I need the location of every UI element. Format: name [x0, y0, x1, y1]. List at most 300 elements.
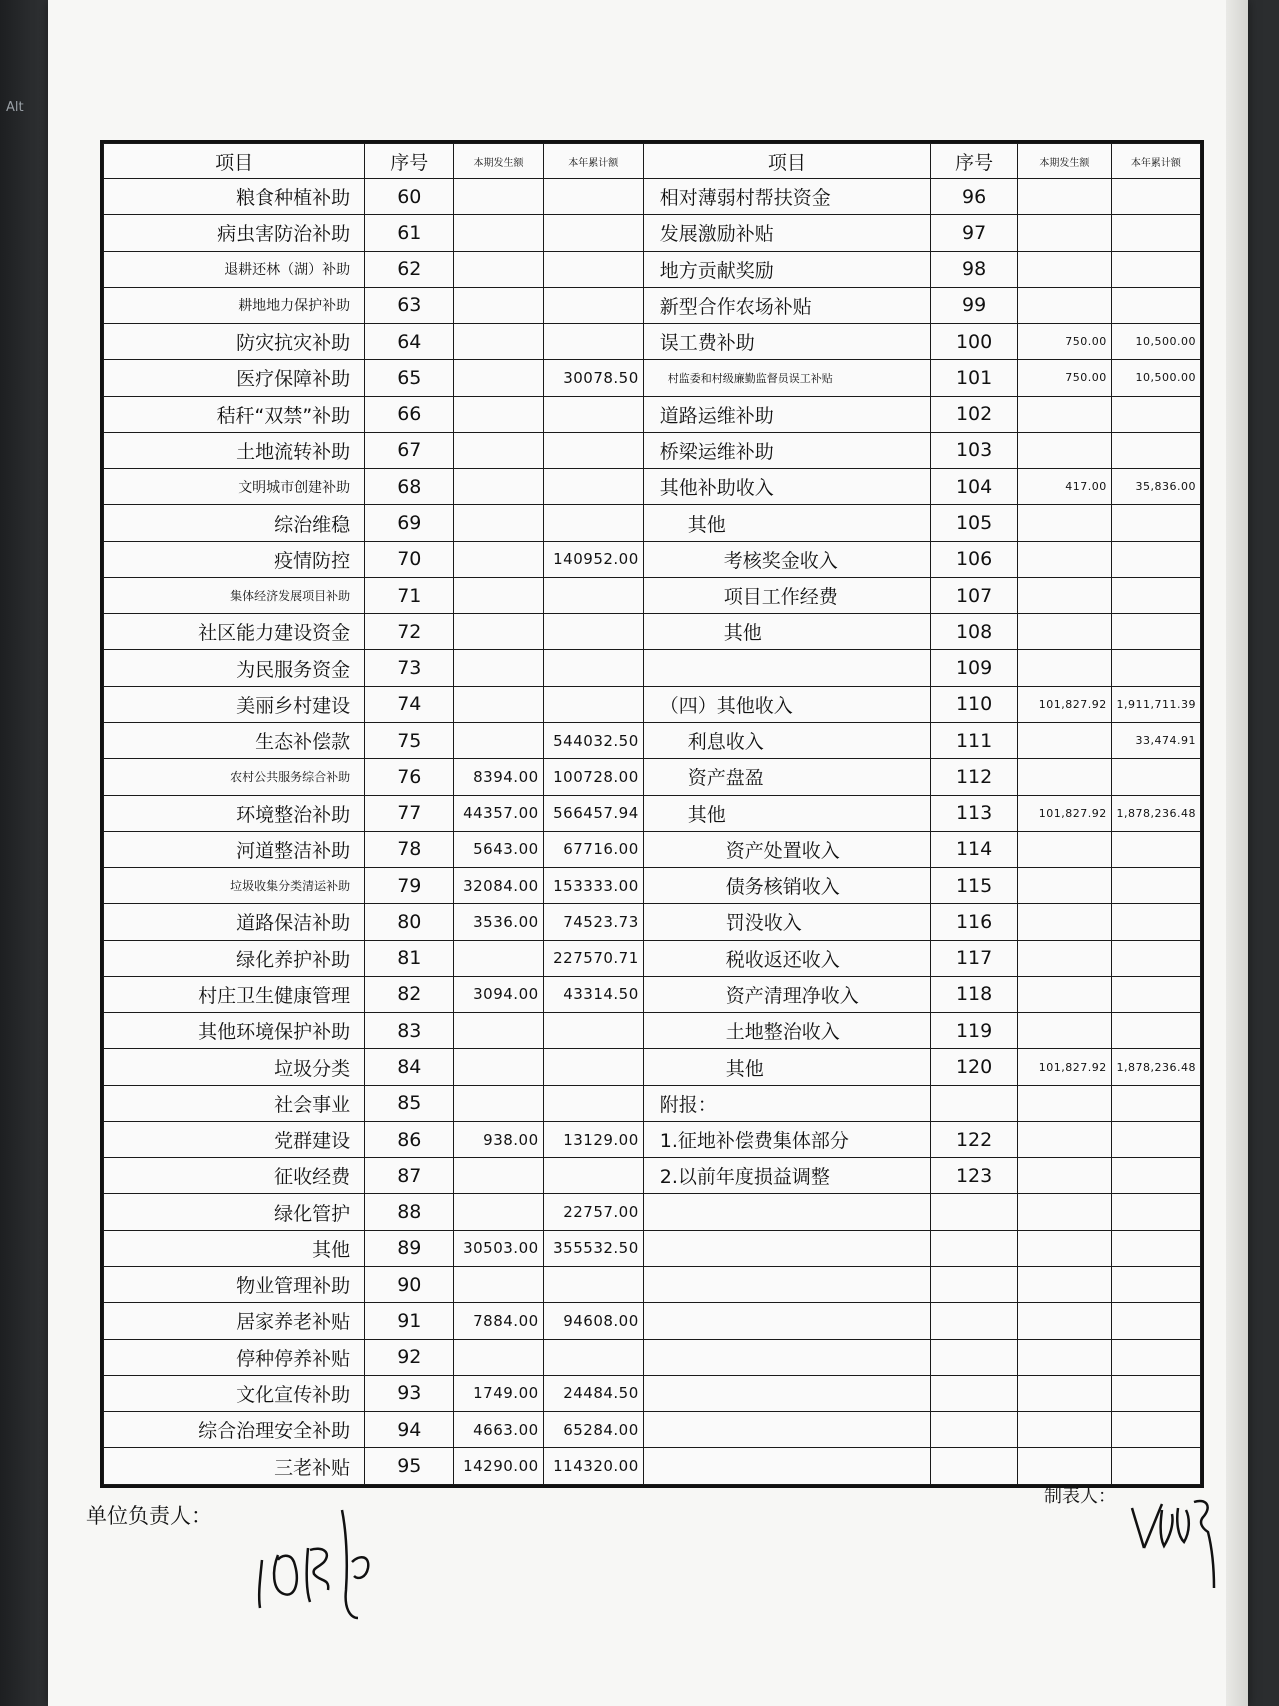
- left-current-amount: [454, 215, 543, 251]
- table-row: [104, 215, 1201, 251]
- left-cumulative-amount: [543, 1049, 643, 1085]
- left-current-amount: 32084.00: [454, 868, 543, 904]
- table-row: [104, 686, 1201, 722]
- left-cumulative-amount: [543, 1085, 643, 1121]
- left-current-amount: 938.00: [454, 1121, 543, 1157]
- left-cumulative-amount: [543, 287, 643, 323]
- right-item-name: 桥梁运维补助: [643, 432, 930, 468]
- right-seq: 105: [931, 505, 1018, 541]
- table-row: [104, 1375, 1201, 1411]
- right-seq: [931, 1339, 1018, 1375]
- right-cumulative-amount: [1111, 1303, 1200, 1339]
- unit-head-label: 单位负责人：: [86, 1504, 212, 1528]
- header-current-right: 本期发生额: [1018, 144, 1112, 179]
- left-seq: 75: [365, 722, 454, 758]
- right-cumulative-amount: 10,500.00: [1111, 324, 1200, 360]
- left-seq: 64: [365, 324, 454, 360]
- left-seq: 62: [365, 251, 454, 287]
- right-seq: [931, 1230, 1018, 1266]
- left-item-name: 垃圾分类: [104, 1049, 365, 1085]
- left-cumulative-amount: [543, 1339, 643, 1375]
- right-cumulative-amount: [1111, 1448, 1200, 1485]
- left-item-name: 道路保洁补助: [104, 904, 365, 940]
- right-cumulative-amount: [1111, 215, 1200, 251]
- right-item-name: [643, 1230, 930, 1266]
- left-current-amount: 8394.00: [454, 759, 543, 795]
- left-cumulative-amount: 67716.00: [543, 831, 643, 867]
- left-cumulative-amount: [543, 432, 643, 468]
- right-seq: 112: [931, 759, 1018, 795]
- left-item-name: 物业管理补助: [104, 1266, 365, 1302]
- right-item-name: [643, 1303, 930, 1339]
- right-item-name: [643, 1448, 930, 1485]
- left-item-name: 垃圾收集分类清运补助: [104, 868, 365, 904]
- right-item-name: 发展激励补贴: [643, 215, 930, 251]
- right-current-amount: [1018, 1194, 1112, 1230]
- table-row: [104, 614, 1201, 650]
- right-seq: 113: [931, 795, 1018, 831]
- left-cumulative-amount: 140952.00: [543, 541, 643, 577]
- right-item-name: 资产盘盈: [643, 759, 930, 795]
- left-item-name: 为民服务资金: [104, 650, 365, 686]
- left-current-amount: 4663.00: [454, 1412, 543, 1448]
- left-seq: 71: [365, 577, 454, 613]
- left-item-name: 其他环境保护补助: [104, 1013, 365, 1049]
- left-item-name: 河道整洁补助: [104, 831, 365, 867]
- right-current-amount: [1018, 251, 1112, 287]
- right-item-name: 新型合作农场补贴: [643, 287, 930, 323]
- left-item-name: 秸秆“双禁”补助: [104, 396, 365, 432]
- left-cumulative-amount: 65284.00: [543, 1412, 643, 1448]
- left-seq: 83: [365, 1013, 454, 1049]
- table-row: [104, 759, 1201, 795]
- left-current-amount: [454, 432, 543, 468]
- left-seq: 61: [365, 215, 454, 251]
- left-cumulative-amount: 100728.00: [543, 759, 643, 795]
- table-row: [104, 1049, 1201, 1085]
- right-current-amount: [1018, 1013, 1112, 1049]
- right-current-amount: [1018, 722, 1112, 758]
- left-seq: 94: [365, 1412, 454, 1448]
- left-current-amount: [454, 251, 543, 287]
- right-cumulative-amount: [1111, 1339, 1200, 1375]
- left-seq: 77: [365, 795, 454, 831]
- right-seq: [931, 1085, 1018, 1121]
- preparer-signature: [1128, 1488, 1228, 1598]
- income-table: [103, 143, 1201, 1485]
- left-item-name: 集体经济发展项目补助: [104, 577, 365, 613]
- left-cumulative-amount: [543, 614, 643, 650]
- right-current-amount: 750.00: [1018, 324, 1112, 360]
- right-cumulative-amount: [1111, 1194, 1200, 1230]
- left-current-amount: [454, 577, 543, 613]
- right-current-amount: [1018, 1121, 1112, 1157]
- right-item-name: 地方贡献奖励: [643, 251, 930, 287]
- right-item-name: [643, 1412, 930, 1448]
- left-seq: 60: [365, 179, 454, 215]
- right-item-name: [643, 1339, 930, 1375]
- left-cumulative-amount: [543, 251, 643, 287]
- table-row: [104, 179, 1201, 215]
- table-row: [104, 541, 1201, 577]
- left-seq: 68: [365, 469, 454, 505]
- table-row: [104, 287, 1201, 323]
- left-item-name: 文明城市创建补助: [104, 469, 365, 505]
- left-current-amount: [454, 360, 543, 396]
- right-seq: 96: [931, 179, 1018, 215]
- right-cumulative-amount: [1111, 614, 1200, 650]
- right-cumulative-amount: 35,836.00: [1111, 469, 1200, 505]
- left-seq: 82: [365, 976, 454, 1012]
- right-item-name: [643, 1375, 930, 1411]
- left-seq: 73: [365, 650, 454, 686]
- right-item-name: 村监委和村级廉勤监督员误工补贴: [643, 360, 930, 396]
- right-current-amount: [1018, 432, 1112, 468]
- right-seq: 122: [931, 1121, 1018, 1157]
- table-header-row: [104, 144, 1201, 179]
- right-seq: 117: [931, 940, 1018, 976]
- left-cumulative-amount: 566457.94: [543, 795, 643, 831]
- table-row: [104, 1230, 1201, 1266]
- right-current-amount: [1018, 650, 1112, 686]
- left-cumulative-amount: [543, 324, 643, 360]
- table-row: [104, 1158, 1201, 1194]
- left-seq: 78: [365, 831, 454, 867]
- right-cumulative-amount: 33,474.91: [1111, 722, 1200, 758]
- left-current-amount: [454, 614, 543, 650]
- left-current-amount: [454, 1013, 543, 1049]
- right-current-amount: 101,827.92: [1018, 686, 1112, 722]
- left-item-name: 美丽乡村建设: [104, 686, 365, 722]
- left-current-amount: [454, 179, 543, 215]
- left-cumulative-amount: 355532.50: [543, 1230, 643, 1266]
- right-seq: 115: [931, 868, 1018, 904]
- right-current-amount: 417.00: [1018, 469, 1112, 505]
- right-item-name: 2.以前年度损益调整: [643, 1158, 930, 1194]
- right-item-name: [643, 1194, 930, 1230]
- right-seq: 111: [931, 722, 1018, 758]
- right-cumulative-amount: [1111, 759, 1200, 795]
- left-seq: 92: [365, 1339, 454, 1375]
- header-current-left: 本期发生额: [454, 144, 543, 179]
- right-item-name: 资产处置收入: [643, 831, 930, 867]
- left-cumulative-amount: 22757.00: [543, 1194, 643, 1230]
- left-item-name: 生态补偿款: [104, 722, 365, 758]
- right-seq: 97: [931, 215, 1018, 251]
- left-cumulative-amount: [543, 1266, 643, 1302]
- left-cumulative-amount: 74523.73: [543, 904, 643, 940]
- right-current-amount: [1018, 831, 1112, 867]
- table-row: [104, 1121, 1201, 1157]
- left-cumulative-amount: [543, 505, 643, 541]
- unit-head-signature: [250, 1490, 400, 1620]
- right-seq: 99: [931, 287, 1018, 323]
- right-current-amount: [1018, 1339, 1112, 1375]
- right-item-name: 罚没收入: [643, 904, 930, 940]
- right-current-amount: [1018, 541, 1112, 577]
- right-seq: 123: [931, 1158, 1018, 1194]
- table-row: [104, 577, 1201, 613]
- right-item-name: 债务核销收入: [643, 868, 930, 904]
- left-item-name: 防灾抗灾补助: [104, 324, 365, 360]
- table-row: [104, 904, 1201, 940]
- right-seq: 118: [931, 976, 1018, 1012]
- left-cumulative-amount: [543, 1158, 643, 1194]
- right-seq: 103: [931, 432, 1018, 468]
- left-current-amount: 14290.00: [454, 1448, 543, 1485]
- right-seq: 106: [931, 541, 1018, 577]
- left-current-amount: [454, 722, 543, 758]
- left-item-name: 三老补贴: [104, 1448, 365, 1485]
- left-seq: 79: [365, 868, 454, 904]
- left-seq: 84: [365, 1049, 454, 1085]
- right-item-name: 税收返还收入: [643, 940, 930, 976]
- right-seq: 98: [931, 251, 1018, 287]
- right-item-name: 其他: [643, 795, 930, 831]
- right-current-amount: 101,827.92: [1018, 795, 1112, 831]
- right-current-amount: 101,827.92: [1018, 1049, 1112, 1085]
- left-seq: 65: [365, 360, 454, 396]
- left-seq: 70: [365, 541, 454, 577]
- table-row: [104, 868, 1201, 904]
- right-cumulative-amount: [1111, 1266, 1200, 1302]
- right-current-amount: [1018, 1085, 1112, 1121]
- left-cumulative-amount: [543, 469, 643, 505]
- right-cumulative-amount: [1111, 179, 1200, 215]
- right-cumulative-amount: [1111, 1121, 1200, 1157]
- left-item-name: 疫情防控: [104, 541, 365, 577]
- table-row: [104, 940, 1201, 976]
- paper-stack-edge: [1226, 0, 1248, 1706]
- table-row: [104, 469, 1201, 505]
- left-seq: 85: [365, 1085, 454, 1121]
- table-row: [104, 251, 1201, 287]
- left-seq: 76: [365, 759, 454, 795]
- left-cumulative-amount: 24484.50: [543, 1375, 643, 1411]
- left-item-name: 环境整治补助: [104, 795, 365, 831]
- right-item-name: 误工费补助: [643, 324, 930, 360]
- right-current-amount: [1018, 614, 1112, 650]
- right-seq: 102: [931, 396, 1018, 432]
- table-row: [104, 1303, 1201, 1339]
- right-seq: 104: [931, 469, 1018, 505]
- table-row: [104, 324, 1201, 360]
- left-cumulative-amount: 227570.71: [543, 940, 643, 976]
- left-item-name: 党群建设: [104, 1121, 365, 1157]
- right-item-name: （四）其他收入: [643, 686, 930, 722]
- right-cumulative-amount: [1111, 976, 1200, 1012]
- financial-table-wrapper: [100, 140, 1204, 1488]
- table-row: [104, 650, 1201, 686]
- right-cumulative-amount: 1,878,236.48: [1111, 1049, 1200, 1085]
- right-item-name: 利息收入: [643, 722, 930, 758]
- right-cumulative-amount: [1111, 1375, 1200, 1411]
- left-cumulative-amount: 94608.00: [543, 1303, 643, 1339]
- right-current-amount: [1018, 1266, 1112, 1302]
- right-seq: 120: [931, 1049, 1018, 1085]
- left-current-amount: 5643.00: [454, 831, 543, 867]
- left-current-amount: 7884.00: [454, 1303, 543, 1339]
- right-item-name: 其他: [643, 505, 930, 541]
- right-cumulative-amount: [1111, 577, 1200, 613]
- right-seq: [931, 1375, 1018, 1411]
- right-cumulative-amount: [1111, 1013, 1200, 1049]
- left-current-amount: [454, 1158, 543, 1194]
- left-cumulative-amount: 544032.50: [543, 722, 643, 758]
- left-seq: 95: [365, 1448, 454, 1485]
- right-current-amount: [1018, 179, 1112, 215]
- left-item-name: 征收经费: [104, 1158, 365, 1194]
- left-seq: 69: [365, 505, 454, 541]
- right-current-amount: [1018, 868, 1112, 904]
- left-item-name: 农村公共服务综合补助: [104, 759, 365, 795]
- right-seq: [931, 1266, 1018, 1302]
- table-row: [104, 1013, 1201, 1049]
- right-current-amount: [1018, 1448, 1112, 1485]
- right-cumulative-amount: [1111, 432, 1200, 468]
- right-seq: [931, 1448, 1018, 1485]
- left-current-amount: [454, 1339, 543, 1375]
- right-cumulative-amount: [1111, 505, 1200, 541]
- table-row: [104, 722, 1201, 758]
- right-seq: 100: [931, 324, 1018, 360]
- right-seq: 110: [931, 686, 1018, 722]
- left-item-name: 粮食种植补助: [104, 179, 365, 215]
- left-seq: 90: [365, 1266, 454, 1302]
- right-item-name: 资产清理净收入: [643, 976, 930, 1012]
- left-current-amount: 1749.00: [454, 1375, 543, 1411]
- right-cumulative-amount: [1111, 251, 1200, 287]
- right-item-name: [643, 1266, 930, 1302]
- right-cumulative-amount: 10,500.00: [1111, 360, 1200, 396]
- right-cumulative-amount: [1111, 396, 1200, 432]
- right-cumulative-amount: [1111, 940, 1200, 976]
- preparer-label: 制表人：: [1044, 1486, 1116, 1507]
- left-cumulative-amount: [543, 650, 643, 686]
- right-item-name: 道路运维补助: [643, 396, 930, 432]
- keyboard-alt-key: Alt: [6, 100, 24, 115]
- header-seq-right: 序号: [931, 144, 1018, 179]
- right-cumulative-amount: [1111, 1230, 1200, 1266]
- right-item-name: 其他: [643, 614, 930, 650]
- right-current-amount: [1018, 1230, 1112, 1266]
- table-row: [104, 831, 1201, 867]
- left-seq: 91: [365, 1303, 454, 1339]
- right-current-amount: [1018, 1158, 1112, 1194]
- right-item-name: 土地整治收入: [643, 1013, 930, 1049]
- table-row: [104, 1085, 1201, 1121]
- left-current-amount: [454, 686, 543, 722]
- table-row: [104, 505, 1201, 541]
- left-seq: 66: [365, 396, 454, 432]
- left-cumulative-amount: [543, 1013, 643, 1049]
- left-seq: 86: [365, 1121, 454, 1157]
- left-cumulative-amount: 153333.00: [543, 868, 643, 904]
- left-current-amount: [454, 469, 543, 505]
- table-row: [104, 360, 1201, 396]
- header-seq-left: 序号: [365, 144, 454, 179]
- right-seq: [931, 1412, 1018, 1448]
- table-row: [104, 1448, 1201, 1485]
- left-current-amount: [454, 505, 543, 541]
- left-seq: 93: [365, 1375, 454, 1411]
- right-current-amount: [1018, 1303, 1112, 1339]
- left-item-name: 绿化管护: [104, 1194, 365, 1230]
- right-cumulative-amount: [1111, 1158, 1200, 1194]
- left-current-amount: [454, 650, 543, 686]
- right-seq: 109: [931, 650, 1018, 686]
- left-item-name: 土地流转补助: [104, 432, 365, 468]
- header-cumulative-right: 本年累计额: [1111, 144, 1200, 179]
- right-current-amount: [1018, 940, 1112, 976]
- left-cumulative-amount: 43314.50: [543, 976, 643, 1012]
- left-item-name: 文化宣传补助: [104, 1375, 365, 1411]
- right-item-name: 相对薄弱村帮扶资金: [643, 179, 930, 215]
- left-current-amount: 30503.00: [454, 1230, 543, 1266]
- left-item-name: 病虫害防治补助: [104, 215, 365, 251]
- right-item-name: 其他补助收入: [643, 469, 930, 505]
- left-seq: 88: [365, 1194, 454, 1230]
- left-item-name: 绿化养护补助: [104, 940, 365, 976]
- left-item-name: 综治维稳: [104, 505, 365, 541]
- table-row: [104, 976, 1201, 1012]
- right-current-amount: [1018, 215, 1112, 251]
- table-row: [104, 1194, 1201, 1230]
- left-cumulative-amount: 30078.50: [543, 360, 643, 396]
- left-item-name: 社会事业: [104, 1085, 365, 1121]
- left-item-name: 耕地地力保护补助: [104, 287, 365, 323]
- left-seq: 67: [365, 432, 454, 468]
- right-current-amount: [1018, 505, 1112, 541]
- left-current-amount: [454, 324, 543, 360]
- right-seq: 116: [931, 904, 1018, 940]
- right-current-amount: [1018, 287, 1112, 323]
- left-current-amount: [454, 1085, 543, 1121]
- right-cumulative-amount: 1,878,236.48: [1111, 795, 1200, 831]
- right-cumulative-amount: [1111, 904, 1200, 940]
- right-item-name: 1.征地补偿费集体部分: [643, 1121, 930, 1157]
- right-cumulative-amount: 1,911,711.39: [1111, 686, 1200, 722]
- right-current-amount: [1018, 904, 1112, 940]
- right-cumulative-amount: [1111, 868, 1200, 904]
- left-seq: 63: [365, 287, 454, 323]
- right-seq: 108: [931, 614, 1018, 650]
- header-cumulative-left: 本年累计额: [543, 144, 643, 179]
- left-current-amount: 44357.00: [454, 795, 543, 831]
- right-current-amount: [1018, 759, 1112, 795]
- left-current-amount: [454, 1266, 543, 1302]
- left-seq: 74: [365, 686, 454, 722]
- left-seq: 89: [365, 1230, 454, 1266]
- left-current-amount: 3536.00: [454, 904, 543, 940]
- table-row: [104, 795, 1201, 831]
- right-item-name: [643, 650, 930, 686]
- left-current-amount: [454, 287, 543, 323]
- table-row: [104, 396, 1201, 432]
- left-cumulative-amount: [543, 686, 643, 722]
- left-item-name: 村庄卫生健康管理: [104, 976, 365, 1012]
- left-seq: 80: [365, 904, 454, 940]
- right-cumulative-amount: [1111, 831, 1200, 867]
- right-cumulative-amount: [1111, 541, 1200, 577]
- right-seq: 101: [931, 360, 1018, 396]
- right-current-amount: [1018, 1412, 1112, 1448]
- left-current-amount: [454, 1194, 543, 1230]
- right-current-amount: [1018, 1375, 1112, 1411]
- table-row: [104, 1339, 1201, 1375]
- left-current-amount: 3094.00: [454, 976, 543, 1012]
- left-item-name: 其他: [104, 1230, 365, 1266]
